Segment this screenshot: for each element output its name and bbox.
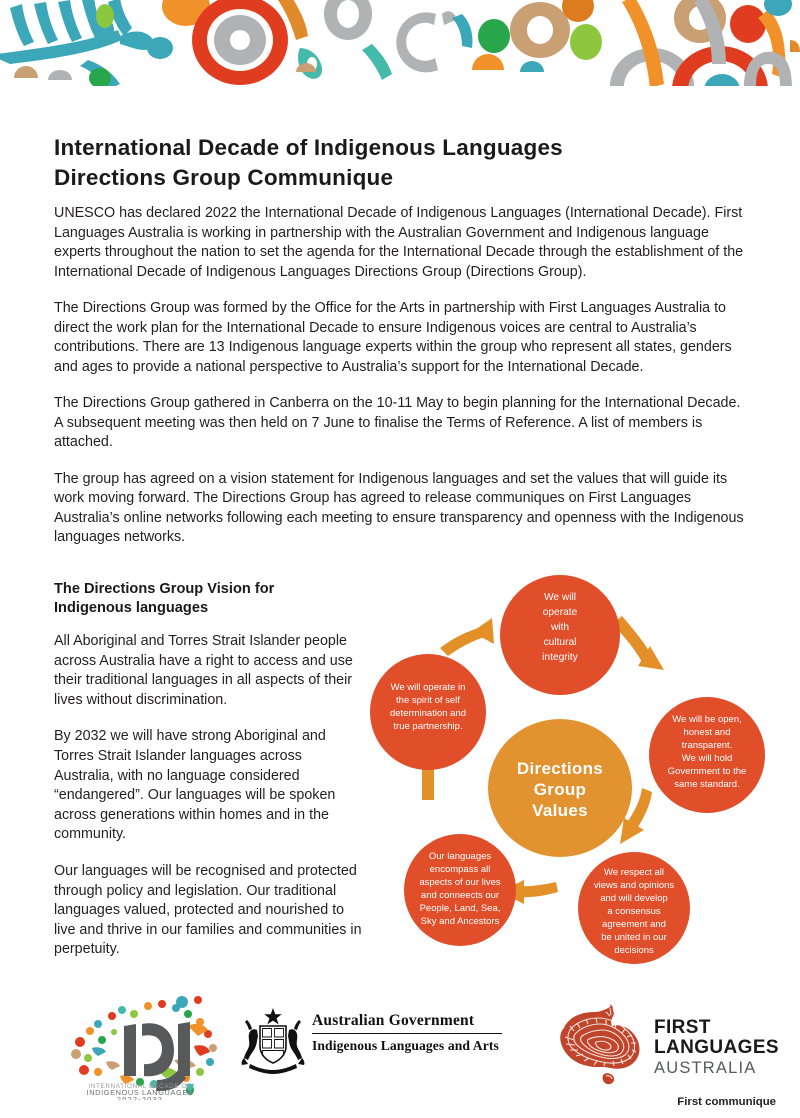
decorative-header-band <box>0 0 800 92</box>
center-label-line-2: Group <box>533 780 587 799</box>
page-title-line-1: International Decade of Indigenous Languages <box>54 135 563 161</box>
intro-paragraph-1: UNESCO has declared 2022 the International Decade of Indigenous Languages (International Decade). First Languages Australia is working in partnership with the Australian Government and Indigenous language experts throughout the nation to set the agenda for the International Decade through the establishment of the International Decade of Indigenous Languages Directions Group (Directions Group). <box>54 205 744 280</box>
languages-encompass-line-1: Our languages <box>428 851 492 862</box>
commonwealth-coat-of-arms-icon <box>240 1006 306 1078</box>
diagram-node-self-determination <box>370 654 486 770</box>
intro-paragraph-4: The group has agreed on a vision statement for Indigenous languages and set the values that will guide its work moving forward. The Directions Group has agreed to release communiques on First Languages Australia’s online networks following each meeting to ensure transparency and openness with the Indigenous languages networks. <box>54 470 744 545</box>
arrow-self-determination-to-cultural-integrity <box>440 618 494 656</box>
australian-government-wordmark <box>312 1012 502 1054</box>
respect-consensus-line-6: be united in our <box>601 932 667 943</box>
idil-logo <box>62 996 242 1100</box>
vision-paragraph-3: Our languages will be recognised and protected through policy and legislation. Our traditional languages valued, protected and nourished to live and thrive in our families and communities in perpetuity. <box>54 862 362 958</box>
first-languages-australia-logo <box>550 1004 779 1086</box>
idil-caption-line-3: 2022-2032 <box>116 1095 164 1100</box>
intro-body <box>54 204 748 565</box>
idil-logo-graphic <box>62 996 242 1100</box>
languages-encompass-line-2: encompass all <box>429 864 491 875</box>
self-determination-line-2: the spirit of self <box>396 695 460 706</box>
vision-paragraph-1: All Aboriginal and Torres Strait Islander people across Australia have a right to access and use their traditional languages in all aspects of their lives without discrimination. <box>54 633 353 708</box>
self-determination-line-4: true partnership. <box>393 721 463 732</box>
open-honest-line-3: transparent. <box>681 740 733 751</box>
footer-note: First communique <box>677 1096 776 1108</box>
cultural-integrity-line-5: integrity <box>542 652 578 663</box>
diagram-node-respect-consensus <box>578 852 690 964</box>
respect-consensus-line-5: agreement and <box>602 919 666 930</box>
respect-consensus-line-2: views and opinions <box>593 880 675 891</box>
self-determination-line-1: We will operate in <box>390 682 466 693</box>
diagram-node-center <box>488 719 632 857</box>
languages-encompass-line-3: aspects of our lives <box>419 877 501 888</box>
page-title-line-2: Directions Group Communique <box>54 165 394 191</box>
open-honest-line-1: We will be open, <box>672 714 742 725</box>
values-diagram-graphic <box>352 552 792 982</box>
cultural-integrity-line-3: with <box>550 622 570 633</box>
languages-encompass-line-5: People, Land, Sea, <box>419 903 501 914</box>
cultural-integrity-line-1: We will <box>543 592 577 603</box>
directions-group-values-diagram <box>352 552 792 982</box>
cultural-integrity-line-2: operate <box>542 607 578 618</box>
open-honest-line-5: Government to the <box>667 766 747 777</box>
fla-line-2: LANGUAGES <box>654 1037 779 1058</box>
self-determination-line-3: determination and <box>389 708 467 719</box>
respect-consensus-line-7: decisions <box>614 945 654 956</box>
respect-consensus-line-3: and will develop <box>600 893 668 904</box>
vision-heading <box>54 580 364 618</box>
arrow-cultural-integrity-to-open-honest <box>612 616 664 670</box>
page-title <box>54 133 754 193</box>
respect-consensus-line-4: a consensus <box>607 906 661 917</box>
diagram-node-open-honest-transparent <box>649 697 765 813</box>
cultural-integrity-line-4: cultural <box>543 637 577 648</box>
ausgov-line-2: Indigenous Languages and Arts <box>312 1038 499 1053</box>
fla-line-1: FIRST <box>654 1017 711 1038</box>
open-honest-line-4: We will hold <box>681 753 733 764</box>
footer-logo-row <box>0 992 800 1104</box>
languages-encompass-line-6: Sky and Ancestors <box>420 916 500 927</box>
australian-government-logo <box>240 1004 510 1084</box>
header-pattern-graphic <box>0 0 800 92</box>
vision-section <box>54 580 364 977</box>
open-honest-line-2: honest and <box>683 727 731 738</box>
australia-map-icon <box>550 1004 650 1086</box>
idil-caption-line-1: INTERNATIONAL DECADE OF <box>88 1083 192 1090</box>
vision-heading-line-2: Indigenous languages <box>54 600 209 616</box>
respect-consensus-line-1: We respect all <box>603 867 665 878</box>
diagram-node-cultural-integrity <box>500 575 620 695</box>
diagram-node-languages-encompass <box>404 834 516 946</box>
center-label-line-1: Directions <box>516 759 604 778</box>
idil-caption-line-2: INDIGENOUS LANGUAGES <box>86 1088 194 1097</box>
first-languages-australia-wordmark <box>654 1018 779 1078</box>
open-honest-line-6: same standard. <box>674 779 740 790</box>
intro-paragraph-3: The Directions Group gathered in Canberra on the 10-11 May to begin planning for the International Decade. A subsequent meeting was then held on 7 June to finalise the Terms of Reference. A list of members is attached. <box>54 395 741 450</box>
fla-line-3: AUSTRALIA <box>654 1059 757 1077</box>
vision-paragraph-2: By 2032 we will have strong Aboriginal and Torres Strait Islander languages across Australia, with no language considered “endangered”. Our languages will be spoken across generations within homes and in the community. <box>54 728 336 843</box>
ausgov-line-1: Australian Government <box>312 1012 502 1034</box>
vision-heading-line-1: The Directions Group Vision for <box>54 581 275 597</box>
intro-paragraph-2: The Directions Group was formed by the Office for the Arts in partnership with First Languages Australia to direct the work plan for the International Decade to ensure Indigenous voices are central to Australia’s contributions. There are 13 Indigenous language experts within the group who represent all states, genders and ages to provide a national perspective to Australia’s support for the International Decade. <box>54 300 732 375</box>
languages-encompass-line-4: and conneects our <box>420 890 500 901</box>
center-label-line-3: Values <box>532 801 588 820</box>
